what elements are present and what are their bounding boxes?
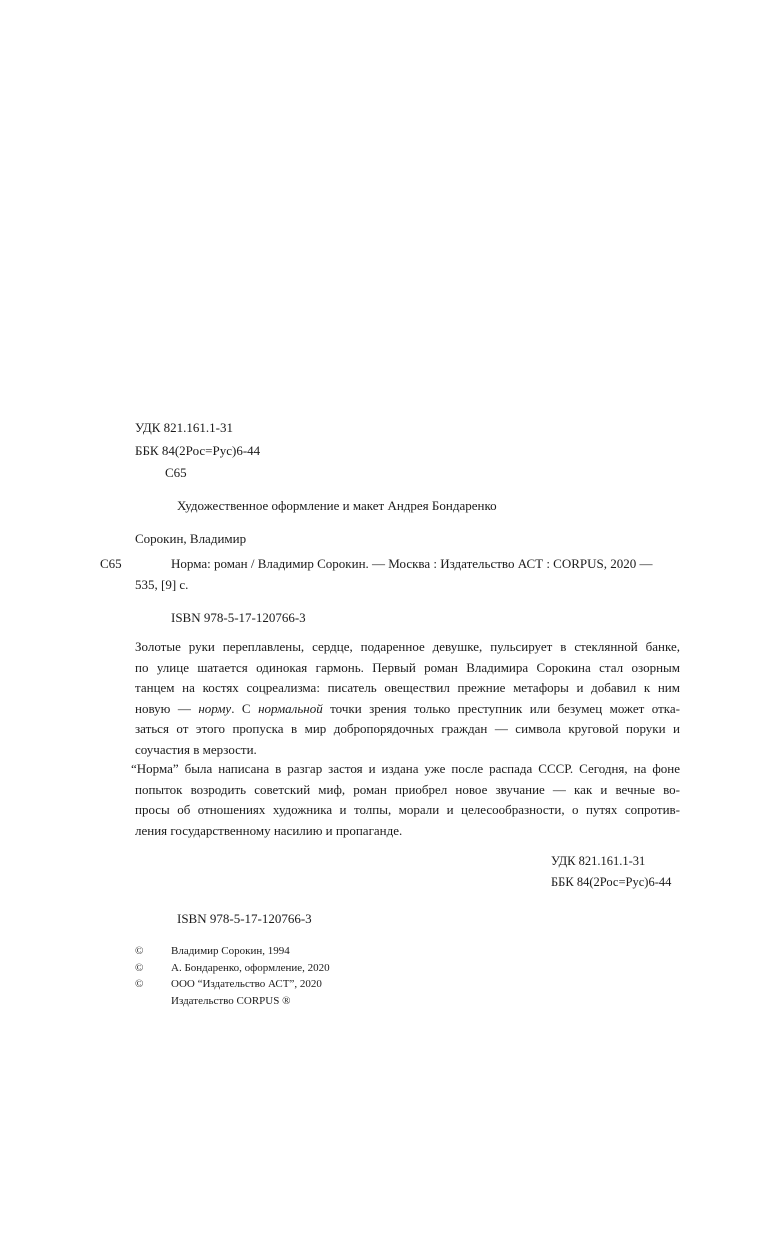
annotation-line: Золотые руки переплавлены, сердце, подаренное девушке, пульсирует в стеклянной банке, [135,639,680,654]
design-credit: Художественное оформление и макет Андрея Бондаренко [177,498,497,513]
publisher-trademark: Издательство CORPUS ® [171,995,291,1007]
copyright-icon: © [135,945,144,957]
catalog-isbn: ISBN 978-5-17-120766-3 [171,610,306,625]
annotation-paragraph-2 [131,759,680,841]
annotation-text: точки зрения только преступник или безумец может отка- [322,700,680,716]
udk-code-bottom: УДК 821.161.1-31 [551,854,646,868]
annotation-line: соучастия в мерзости. [135,741,257,757]
annotation-emphasis-normal: нормальной [258,700,323,716]
catalog-margin-code: С65 [100,556,122,571]
udk-code-top: УДК 821.161.1-31 [135,420,234,435]
copyright-design: А. Бондаренко, оформление, 2020 [171,962,330,974]
annotation-paragraph-1 [135,637,680,760]
author-mark-top: С65 [165,465,187,480]
annotation-line: по улице шатается одинокая гармонь. Первый роман Владимира Сорокина стал озорным [135,659,680,675]
isbn-bottom: ISBN 978-5-17-120766-3 [177,911,312,926]
bbk-code-top: ББК 84(2Рос=Рус)6-44 [135,443,261,458]
annotation-line: просы об отношениях художника и толпы, морали и целесообразности, о путях сопротив- [135,802,680,817]
copyright-icon: © [135,978,144,990]
annotation-line: танцем на костях соцреализма: писатель овеществил прежние метафоры и добавил к ним [135,680,680,695]
catalog-author-heading: Сорокин, Владимир [135,531,247,546]
copyright-icon: © [135,962,144,974]
annotation-emphasis-norm: норму [198,700,232,716]
annotation-text: . С [231,700,259,716]
annotation-text: новую — [135,700,199,716]
bbk-code-bottom: ББК 84(2Рос=Рус)6-44 [551,875,672,889]
annotation-line: заться от этого пропуска в мир добропорядочных граждан — символа круговой поруки и [135,721,680,736]
copyright-author: Владимир Сорокин, 1994 [171,945,290,957]
annotation-line: ления государственному насилию и пропаганде. [135,822,403,838]
bibliographic-description-line-1: Норма: роман / Владимир Сорокин. — Москва : Издательство АСТ : CORPUS, 2020 — [171,556,653,571]
annotation-line [135,699,680,720]
annotation-line: “Норма” была написана в разгар застоя и издана уже после распада СССР. Сегодня, на фоне [131,761,680,776]
bibliographic-description-line-2: 535, [9] с. [135,577,189,592]
annotation-line: попыток возродить советский миф, роман приобрел новое звучание — как и вечные во- [135,781,680,797]
copyright-publisher: ООО “Издательство АСТ”, 2020 [171,978,322,990]
